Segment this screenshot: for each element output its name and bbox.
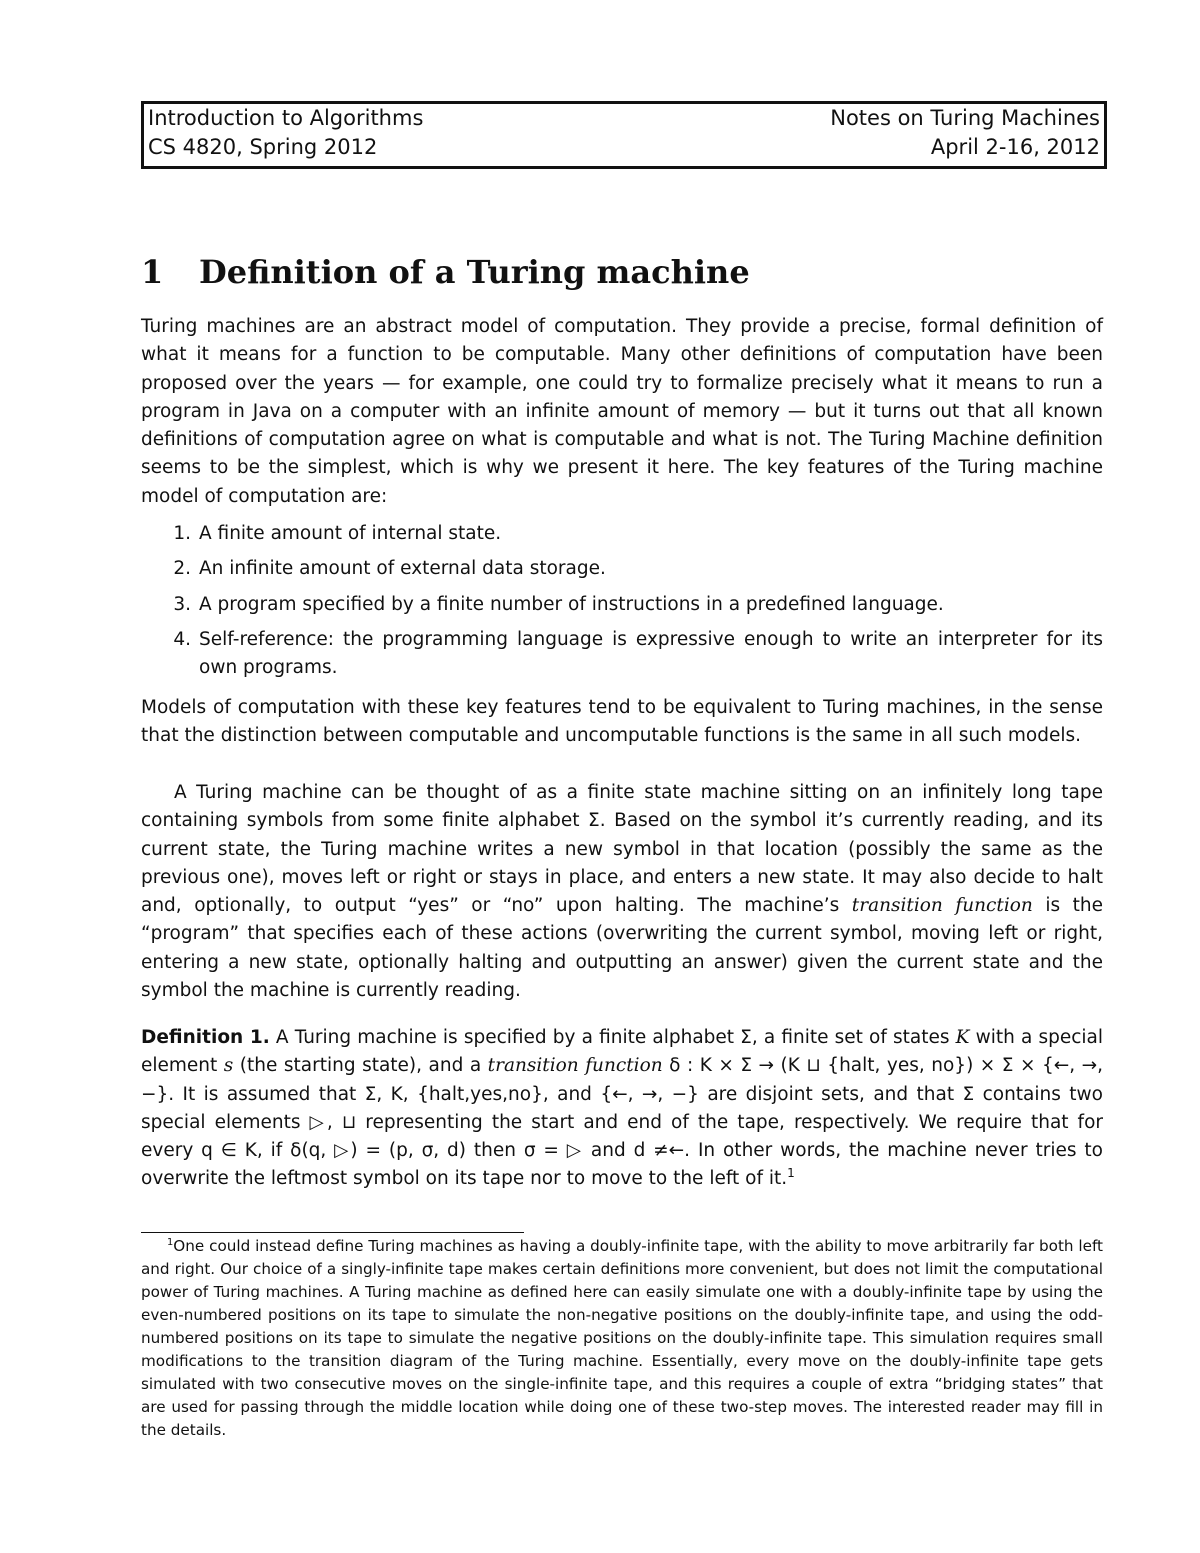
intro-paragraph: Turing machines are an abstract model of computation. They provide a precise, formal definition of what it means for a function to be computable. Many other definitions of computation have been proposed over the years — for example, one could try to formalize precisely what it means to run a program in Java on a computer with an infinite amount of memory — but it turns out that all known definitions of computation agree on what is computable and what is not. The Turing Machine definition seems to be the simplest, which is why we present it here. The key features of the Turing machine model of computation are: [141,316,1103,507]
list-item [141,591,1103,619]
tm-description-paragraph [141,779,1103,1005]
definition-text-3: (the starting state), and a [233,1055,488,1077]
list-item [141,520,1103,548]
header-row-top [148,104,1100,133]
transition-function-term: transition function [487,1055,663,1077]
feature-list [141,520,1103,689]
list-item [141,626,1103,683]
course-code: CS 4820, Spring 2012 [148,135,378,159]
math-s: s [223,1055,234,1077]
course-title: Introduction to Algorithms [148,106,424,130]
math-K: K [955,1027,970,1048]
footnote-text: One could instead define Turing machines as having a doubly-infinite tape, with the ability to move arbitrarily far both left and right. Our choice of a singly-infinite tape makes certain definitions more convenient, but does not limit the computational power of Turing machines. A Turing machine as defined here can easily simulate one with a doubly-infinite tape by using the even-numbered positions on its tape to simulate the non-negative positions on the doubly-infinite tape, and using the odd-numbered positions on its tape to simulate the negative positions on the doubly-infinite tape. This simulation requires small modifications to the transition diagram of the Turing machine. Essentially, every move on the doubly-infinite tape gets simulated with two consecutive moves on the single-infinite tape, and this requires a couple of extra “bridging states” that are used for passing through the middle location while doing one of these two-step moves. The interested reader may fill in the details. [141,1237,1103,1439]
tm-description-text-1: A Turing machine can be thought of as a finite state machine sitting on an infinitely long tape containing symbols from some finite alphabet Σ. Based on the symbol it’s currently reading, and its current state, the Turing machine writes a new symbol in that location (possibly the same as the previous one), moves left or right or stays in place, and enters a new state. It may also decide to halt and, optionally, to output “yes” or “no” upon halting. The machine’s [141,782,1103,917]
footnote-marker: 1 [167,1237,174,1249]
list-marker: 3. [173,593,191,615]
footnote-divider [141,1232,524,1233]
list-item-text: A program specified by a finite number of instructions in a predefined language. [199,593,944,615]
footnote-reference[interactable]: 1 [787,1166,795,1181]
list-item-text: A finite amount of internal state. [199,523,502,544]
definition-text-2: with a special element [141,1027,1104,1077]
header-row-bottom [148,133,1100,162]
definition-label: Definition 1. [141,1027,270,1048]
definition-block [141,1024,1103,1194]
notes-title: Notes on Turing Machines [830,106,1100,130]
list-marker: 1. [173,523,191,544]
header-box [141,101,1107,169]
list-item-text: Self-reference: the programming language is expressive enough to write an interpreter for its own programs. [199,628,1103,679]
definition-text-4: δ : K × Σ → (K ⊔ {halt, yes, no}) × Σ × {←, →, −}. It is assumed that Σ, K, {halt,yes,no}, and {←, →, −} are disjoint sets, and that Σ contains two special elements ▷, ⊔ representing the start and end of the tape, respectively. We require that for every q ∈ K, if δ(q, ▷) = (p, σ, d) then σ = ▷ and d ≠←. In other words, the machine never tries to overwrite the leftmost symbol on its tape nor to move to the left of it. [141,1055,1104,1190]
footnote [141,1235,1103,1442]
transition-function-term: transition function [851,895,1033,917]
tm-description-text-2: is the “program” that specifies each of these actions (overwriting the current symbol, moving left or right, entering a new state, optionally halting and outputting an answer) given the current state and the symbol the machine is currently reading. [141,895,1103,1002]
equivalence-paragraph: Models of computation with these key features tend to be equivalent to Turing machines, in the sense that the distinction between computable and uncomputable functions is the same in all such models. [141,697,1103,747]
section-number: 1 [141,253,164,291]
list-item-text: An infinite amount of external data storage. [199,558,606,580]
notes-dates: April 2-16, 2012 [930,135,1100,159]
section-heading [141,250,750,294]
list-item [141,555,1103,583]
list-marker: 2. [173,558,191,580]
definition-text-1: A Turing machine is specified by a finite alphabet Σ, a finite set of states [269,1027,956,1048]
list-marker: 4. [173,628,191,650]
section-title: Definition of a Turing machine [199,253,750,291]
